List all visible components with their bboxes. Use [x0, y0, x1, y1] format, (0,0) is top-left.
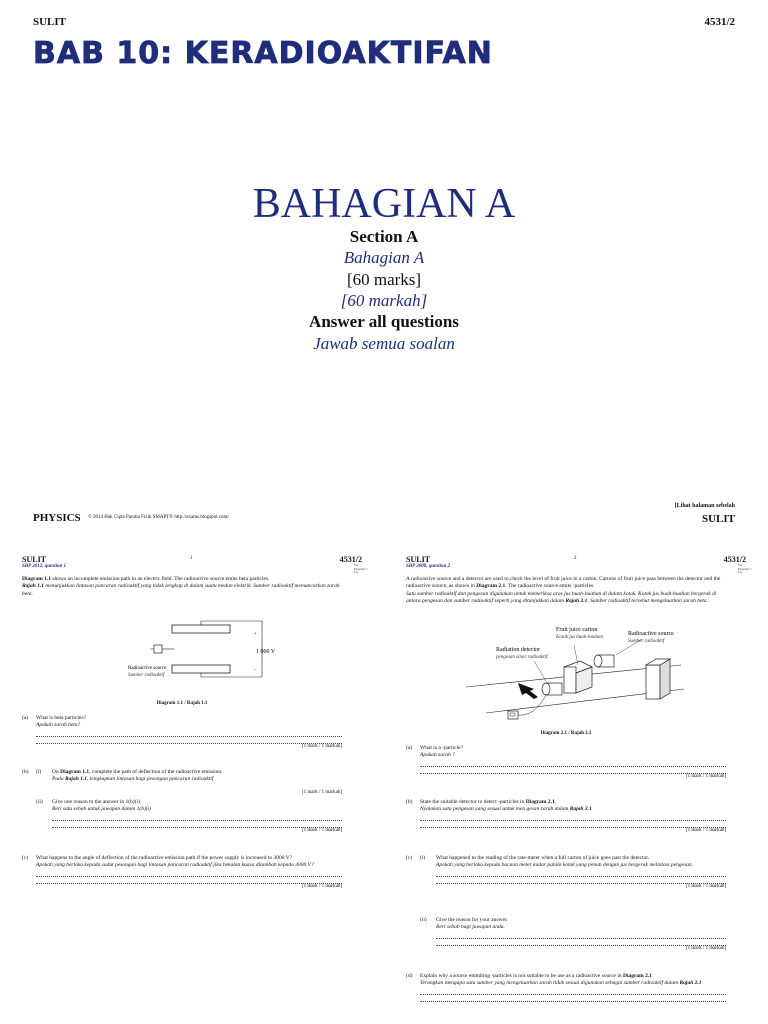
answer-line[interactable] — [436, 877, 726, 884]
question-page-1 — [22, 555, 368, 1024]
chapter-title: BAB 10: KERADIOAKTIFAN — [33, 36, 493, 71]
copyright-footer: © 2014 Hak Cipta Panitia Fizik SMAPT® http://exams.blogspot.com/ — [88, 515, 229, 520]
page-header — [406, 555, 746, 565]
section-malay: Bahagian A — [343, 248, 425, 267]
source-box — [154, 645, 162, 653]
source-label-en: Radioactive source — [128, 666, 167, 671]
answer-line[interactable] — [36, 737, 342, 744]
question-source: SBP 2012, question 1 — [22, 564, 66, 569]
juice-carton — [564, 661, 592, 693]
page-header — [22, 555, 362, 565]
marks-malay: [60 markah] — [340, 291, 428, 310]
source-label-en: Radioactive source — [628, 631, 674, 637]
answer-line[interactable] — [436, 932, 726, 939]
mark-allocation: [1 mark / 1 markah] — [686, 773, 726, 779]
question-2b: (b) State the suitable detector to detect -particles in Diagram 2.1. Nyatakan satu pengesan yang sesuai untuk men gesan zarah dalam Rajah 2.1 [1 mark / 1 markah] — [406, 799, 726, 833]
answer-line[interactable] — [420, 995, 726, 1002]
answer-line[interactable] — [420, 760, 726, 767]
mark-allocation: [1 mark / 1 markah] — [302, 789, 342, 795]
sulit-label: SULIT — [22, 555, 47, 564]
second-carton — [646, 659, 670, 699]
answer-line[interactable] — [420, 821, 726, 828]
paper-code: 4531/2 — [339, 555, 362, 564]
answer-line[interactable] — [420, 988, 726, 995]
examiner-use-note: For Examiner's Use — [738, 563, 752, 575]
question-1b-ii: (ii) Give one reason to the answer in 1(b)(i). Beri satu sebab untuk jawapan dalam 1(b)(i) [1 mark / 1 markah] — [36, 799, 342, 833]
question-2c-ii: (ii) Give the reason for your answer. Beri sebab bagi jawapan anda. [1 mark / 1 markah] — [420, 917, 726, 951]
question-2d: (d) Explain why a source emmiting -particles is not suitable to be use as a radioactive source in Diagram 2.1 Terangkan mengapa satu sumber yang mengeluarkan zarah tidak sesuai digunakan sebagai sumber radioaktif dalam Rajah 2.1 — [406, 973, 726, 1002]
instruction-malay: Jawab semua soalan — [313, 334, 455, 353]
question-1b-i: (b) (i) On Diagram 1.1, complete the path of deflection of the radioactive emission. Pada Rajah 1.1, lengkapkan lintasan bagi pesongan pancaran radioaktif [1 mark / 1 markah] — [22, 769, 342, 795]
question-2a: (a) What is a -particle? Apakah zarah ? [1 mark / 1 markah] — [406, 745, 726, 779]
sulit-label: SULIT — [406, 555, 431, 564]
sulit-header: SULIT — [33, 16, 67, 28]
sulit-footer: SULIT — [701, 513, 735, 525]
diagram-caption: Diagram 1.1 / Rajah 1.1 — [156, 701, 208, 706]
diagram-1-1 — [110, 619, 280, 699]
subject-footer: PHYSICS — [33, 512, 81, 524]
question-1c: (c) What happens to the angle of deflection of the radioactive emission path if the power supply is increased to 3000 V? Apakah yang berlaku kepada sudut pesongan bagi lintasan pancaran radioaktif jika bekalan kuasa ditambah kepada 3000 V? [1 mark / 1 markah] — [22, 855, 342, 889]
arrow-icon — [518, 683, 538, 699]
answer-line[interactable] — [436, 870, 726, 877]
page-number: 1 — [190, 556, 193, 561]
examiner-use-note: For Examiner's Use — [354, 563, 368, 575]
mark-allocation: [1 mark / 1 markah] — [302, 883, 342, 889]
source-label-ms: Sumber radioaktif — [128, 673, 165, 678]
paper-code-header: 4531/2 — [704, 16, 735, 28]
marks-english: [60 marks] — [346, 270, 422, 289]
diagram-2-1 — [446, 625, 686, 725]
answer-line[interactable] — [420, 814, 726, 821]
question-intro: A radioactive source and a detector are used to check the level of fruit juice in a carton. Cartons of fruit juice pass between the detector and the radioactive source, as shown in Diagram 2.1. The radioactive source emits -particles. Satu sumber radioaktif dan pengesan digunakan untuk memeriksa aras jus buah-buahan di dalam kotak. Kotak jus buah-buahan bergerak di antara pengesan dan sumber radioaktif seperti yang ditunjukkan dalam Rajah 2.1. Sumber radioaktif tersebut mengeluarkan zarah beta. — [406, 576, 721, 605]
instruction-english: Answer all questions — [309, 312, 459, 331]
page-number: 2 — [574, 556, 577, 561]
carton-label-en: Fruit juice carton — [556, 627, 598, 633]
question-source: SBP 2008, question 2 — [406, 564, 450, 569]
answer-line[interactable] — [36, 877, 342, 884]
mark-allocation: [1 mark / 1 markah] — [686, 883, 726, 889]
question-intro: Diagram 1.1 shows an incomplete emission path in an electric field. The radioactive source emits beta particles. Rajah 1.1 menunjukkan lintasan pancaran radioaktif yang tidak lengkap di dalam suatu medan elektrik. Sumber radioaktif memancarkan zarah beta. — [22, 576, 340, 597]
answer-line[interactable] — [436, 939, 726, 946]
radioactive-source — [594, 655, 614, 667]
question-2c-i: (c) (i) What happened to the reading of the rate-meter when a full carton of juice goes past the detector. Apakah yang berlaku kepada bacaan meter kadar pabila kotak yang penuh dengan jus bergerak melintasi pengesan. [1 mark / 1 markah] — [406, 855, 726, 889]
section-heading: BAHAGIAN A — [252, 181, 516, 227]
mark-allocation: [1 mark / 1 markah] — [686, 827, 726, 833]
voltage-label: 1 000 V — [256, 649, 276, 655]
minus-sign: − — [254, 668, 257, 673]
answer-line[interactable] — [52, 821, 342, 828]
detector-label-en: Radiation detector — [496, 647, 541, 653]
question-page-2 — [406, 555, 752, 1024]
answer-line[interactable] — [420, 767, 726, 774]
mark-allocation: [1 mark / 1 markah] — [686, 945, 726, 951]
mark-allocation: [1 mark / 1 markah] — [302, 743, 342, 749]
positive-plate — [172, 625, 230, 633]
turn-page-note: [Lihat halaman sebelah — [674, 503, 735, 509]
paper-code: 4531/2 — [723, 555, 746, 564]
detector-label-ms: pengesan sinar radioaktif — [496, 655, 548, 660]
detector — [542, 683, 562, 695]
diagram-caption: Diagram 2.1 / Rajah 2.1 — [540, 731, 592, 736]
mark-allocation: [1 mark / 1 markah] — [302, 827, 342, 833]
negative-plate — [172, 665, 230, 673]
rate-meter — [508, 695, 546, 719]
section-english: Section A — [349, 227, 419, 246]
source-label-ms: Sumber radioaktif — [628, 639, 665, 644]
question-1a: (a) What is beta particles? Apakah zarah beta? [1 mark / 1 markah] — [22, 715, 342, 749]
answer-line[interactable] — [36, 870, 342, 877]
plus-sign: + — [254, 632, 257, 637]
carton-label-ms: Kotak jus buah-buahan — [556, 635, 603, 640]
answer-line[interactable] — [36, 730, 342, 737]
answer-line[interactable] — [52, 814, 342, 821]
